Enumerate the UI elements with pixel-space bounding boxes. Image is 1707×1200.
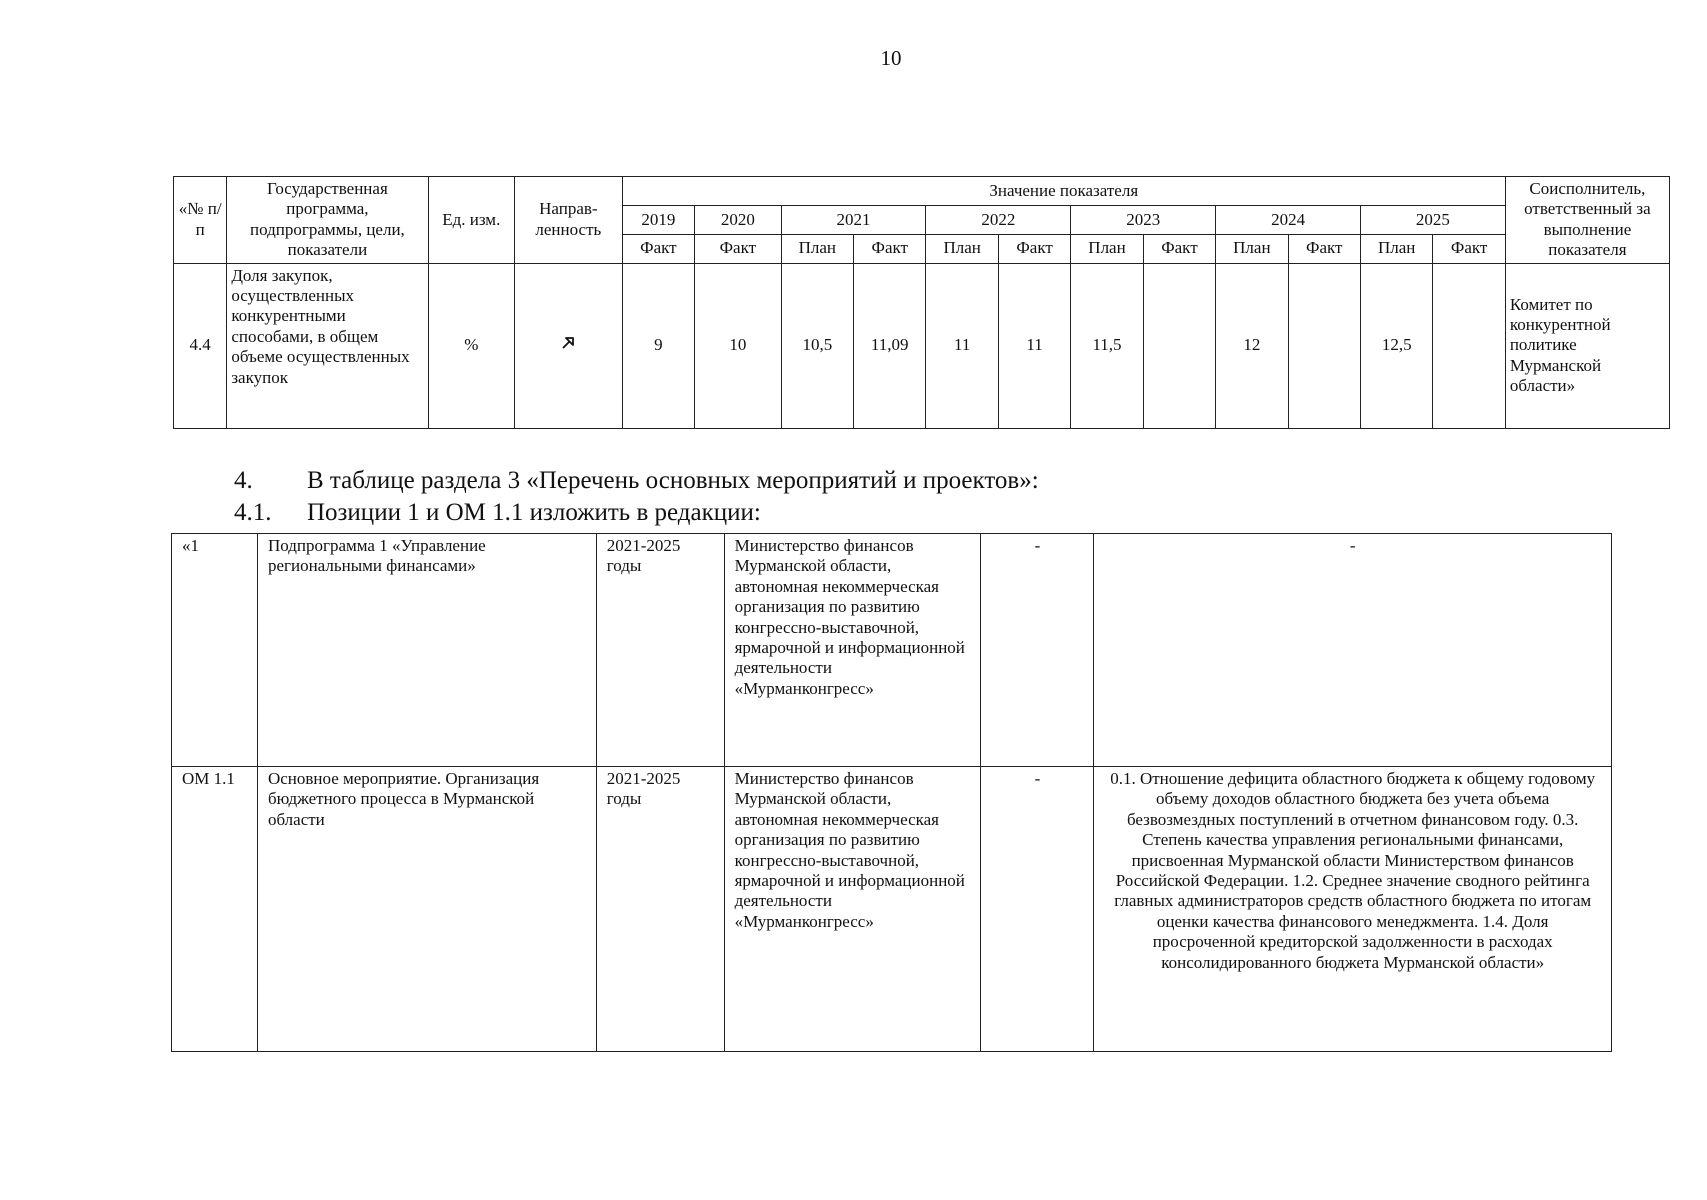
activity-col5: - — [981, 534, 1094, 767]
row-fact-2019: 9 — [622, 263, 694, 428]
row-direction — [515, 263, 623, 428]
activity-col5: - — [981, 767, 1094, 1052]
row-responsible: Комитет по конкурентной политике Мурманской области» — [1505, 263, 1669, 428]
instruction-number: 4. — [234, 467, 253, 494]
header-year-2023: 2023 — [1071, 205, 1216, 234]
activity-num: ОМ 1.1 — [172, 767, 258, 1052]
row-fact-2022: 11 — [998, 263, 1070, 428]
header-fact: Факт — [1288, 234, 1360, 263]
header-year-2025: 2025 — [1360, 205, 1505, 234]
instruction-item-4-1 — [234, 498, 761, 528]
page-number: 10 — [880, 46, 902, 70]
header-responsible: Соисполнитель, ответственный за выполнение показателя — [1505, 177, 1669, 264]
row-unit: % — [428, 263, 515, 428]
header-direction: Направ-ленность — [515, 177, 623, 264]
activity-indicators: - — [1094, 534, 1612, 767]
row-plan-2025: 12,5 — [1360, 263, 1432, 428]
header-fact: Факт — [998, 234, 1070, 263]
header-plan: План — [1360, 234, 1432, 263]
up-right-arrow-icon — [559, 334, 577, 352]
row-plan-2024: 12 — [1216, 263, 1288, 428]
header-fact: Факт — [1433, 234, 1505, 263]
activity-name: Подпрограмма 1 «Управление региональными финансами» — [257, 534, 596, 767]
row-fact-2024 — [1288, 263, 1360, 428]
row-indicator-name: Доля закупок, осуществленных конкурентными способами, в общем объеме осуществленных закупок — [227, 263, 428, 428]
row-num: 4.4 — [174, 263, 227, 428]
table-row — [172, 534, 1612, 767]
header-program: Государственная программа, подпрограммы, цели, показатели — [227, 177, 428, 264]
header-num: «№ п/п — [174, 177, 227, 264]
activity-executor: Министерство финансов Мурманской области, автономная некоммерческая организация по развитию конгрессно-выставочной, ярмарочной и информационной деятельности «Мурманконгресс» — [724, 534, 981, 767]
row-plan-2022: 11 — [926, 263, 998, 428]
header-plan: План — [1216, 234, 1288, 263]
table-row — [174, 263, 1670, 428]
header-plan: План — [781, 234, 853, 263]
header-fact: Факт — [1143, 234, 1215, 263]
header-year-2022: 2022 — [926, 205, 1071, 234]
header-plan: План — [926, 234, 998, 263]
instruction-text: Позиции 1 и ОМ 1.1 изложить в редакции: — [307, 499, 761, 526]
activities-table — [171, 533, 1612, 1052]
row-fact-2025 — [1433, 263, 1505, 428]
instruction-number: 4.1. — [234, 499, 272, 526]
header-fact: Факт — [695, 234, 782, 263]
header-year-2020: 2020 — [695, 205, 782, 234]
activity-period: 2021-2025 годы — [596, 534, 724, 767]
header-unit: Ед. изм. — [428, 177, 515, 264]
activity-executor: Министерство финансов Мурманской области, автономная некоммерческая организация по развитию конгрессно-выставочной, ярмарочной и информационной деятельности «Мурманконгресс» — [724, 767, 981, 1052]
table-row — [172, 767, 1612, 1052]
header-plan: План — [1071, 234, 1143, 263]
instruction-text: В таблице раздела 3 «Перечень основных мероприятий и проектов»: — [307, 467, 1039, 494]
header-year-2024: 2024 — [1216, 205, 1361, 234]
header-fact: Факт — [622, 234, 694, 263]
activity-name: Основное мероприятие. Организация бюджетного процесса в Мурманской области — [257, 767, 596, 1052]
header-year-2021: 2021 — [781, 205, 926, 234]
activity-indicators: 0.1. Отношение дефицита областного бюджета к общему годовому объему доходов областного бюджета без учета объема безвозмездных поступлений в отчетном финансовом году. 0.3. Степень качества управления региональными финансами, присвоенная Мурманской области Министерством финансов Российской Федерации. 1.2. Среднее значение сводного рейтинга главных администраторов средств областного бюджета по итогам оценки качества финансового менеджмента. 1.4. Доля просроченной кредиторской задолженности в расходах консолидированного бюджета Мурманской области» — [1094, 767, 1612, 1052]
activity-num: «1 — [172, 534, 258, 767]
activity-period: 2021-2025 годы — [596, 767, 724, 1052]
row-fact-2020: 10 — [695, 263, 782, 428]
header-value: Значение показателя — [622, 177, 1505, 206]
row-plan-2021: 10,5 — [781, 263, 853, 428]
row-fact-2023 — [1143, 263, 1215, 428]
header-year-2019: 2019 — [622, 205, 694, 234]
instruction-item-4 — [234, 466, 1039, 496]
header-fact: Факт — [854, 234, 926, 263]
row-plan-2023: 11,5 — [1071, 263, 1143, 428]
indicator-table — [173, 176, 1670, 429]
row-fact-2021: 11,09 — [854, 263, 926, 428]
